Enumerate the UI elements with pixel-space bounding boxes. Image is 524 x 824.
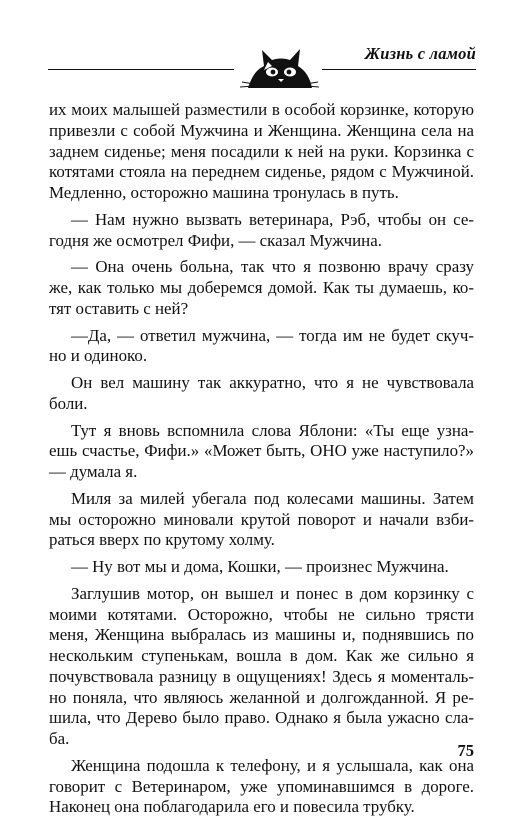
- text-line: Тут я вновь вспомнила слова Яблони: «Ты еще узна-: [71, 420, 474, 440]
- text-line: Женщина подошла к телефону, и я услышала, как она: [71, 755, 474, 775]
- text-line: — Нам нужно вызвать ветеринара, Рэб, чтобы он се-: [71, 209, 474, 229]
- paragraph: [49, 100, 474, 204]
- text-line: — думала я.: [49, 462, 138, 481]
- text-line: Заглушив мотор, он вышел и понес в дом корзинку с: [71, 583, 474, 603]
- header-rule-right: [322, 69, 476, 70]
- text-line: раться вверх по крутому холму.: [49, 530, 275, 550]
- page-body: [49, 100, 474, 824]
- text-line: Миля за милей убегала под колесами машины. Затем: [71, 488, 474, 508]
- running-title: Жизнь с ламой: [364, 44, 476, 63]
- paragraph: [49, 421, 474, 483]
- text-line: их моих малышей разместили в особой корзинке, которую: [49, 100, 474, 119]
- text-line: тят оставить с ней?: [49, 298, 189, 318]
- text-line: — Она очень больна, так что я позвоню врачу сразу: [71, 257, 474, 277]
- text-line: почувствовала разницу в ощущениях! Здесь я моменталь-: [49, 666, 474, 686]
- paragraph: [49, 489, 474, 551]
- cat-head-logo-icon: [234, 40, 320, 92]
- running-header: [48, 40, 476, 92]
- text-line: котятами стояла на переднем сиденье, рядом с Мужчиной.: [49, 162, 474, 182]
- header-rule-left: [48, 69, 234, 70]
- text-line: но поняла, что являюсь желанной и долгожданной. Я ре-: [49, 687, 474, 707]
- text-line: Он вел машину так аккуратно, что я не чувствовала: [71, 373, 474, 392]
- text-line: привезли с собой Мужчина и Женщина. Женщина села на: [49, 120, 474, 140]
- paragraph: [49, 756, 474, 818]
- text-line: же, как только мы доберемся домой. Как ты думаешь, ко-: [49, 278, 474, 297]
- text-line: —Да, — ответил мужчина, — тогда им не будет скуч-: [71, 325, 474, 345]
- text-line: шила, что Дерево было право. Однако я была ужасно сла-: [49, 708, 474, 728]
- text-line: — Ну вот мы и дома, Кошки, — произнес Мужчина.: [71, 557, 449, 576]
- paragraph: [49, 584, 474, 750]
- paragraph: [49, 210, 474, 252]
- paragraph: [49, 557, 474, 578]
- paragraph: [49, 326, 474, 368]
- text-line: моими котятами. Осторожно, чтобы не сильно трясти: [49, 604, 474, 624]
- text-line: годня же осмотрел Фифи, — сказал Мужчина.: [49, 230, 382, 250]
- text-line: ба.: [49, 729, 70, 748]
- text-line: боли.: [49, 393, 88, 413]
- text-line: меня, Женщина выбралась из машины и, поднявшись по: [49, 625, 474, 645]
- text-line: заднем сиденье; меня посадили к ней на руки. Корзинка с: [49, 141, 474, 161]
- text-line: Медленно, осторожно машина тронулась в путь.: [49, 183, 399, 202]
- text-line: но и одиноко.: [49, 346, 148, 366]
- text-line: говорит с Ветеринаром, уже упоминавшимся в дороге.: [49, 776, 474, 796]
- text-line: нескольким ступенькам, вошла в дом. Как же сильно я: [49, 646, 474, 665]
- text-line: мы осторожно миновали крутой поворот и начали взби-: [49, 509, 474, 529]
- text-line: Наконец она поблагодарила его и повесила трубку.: [49, 797, 415, 817]
- paragraph: [49, 257, 474, 319]
- paragraph: [49, 373, 474, 415]
- text-line: ешь счастье, Фифи.» «Может быть, ОНО уже наступило?»: [49, 441, 474, 461]
- page-number: 75: [457, 741, 474, 760]
